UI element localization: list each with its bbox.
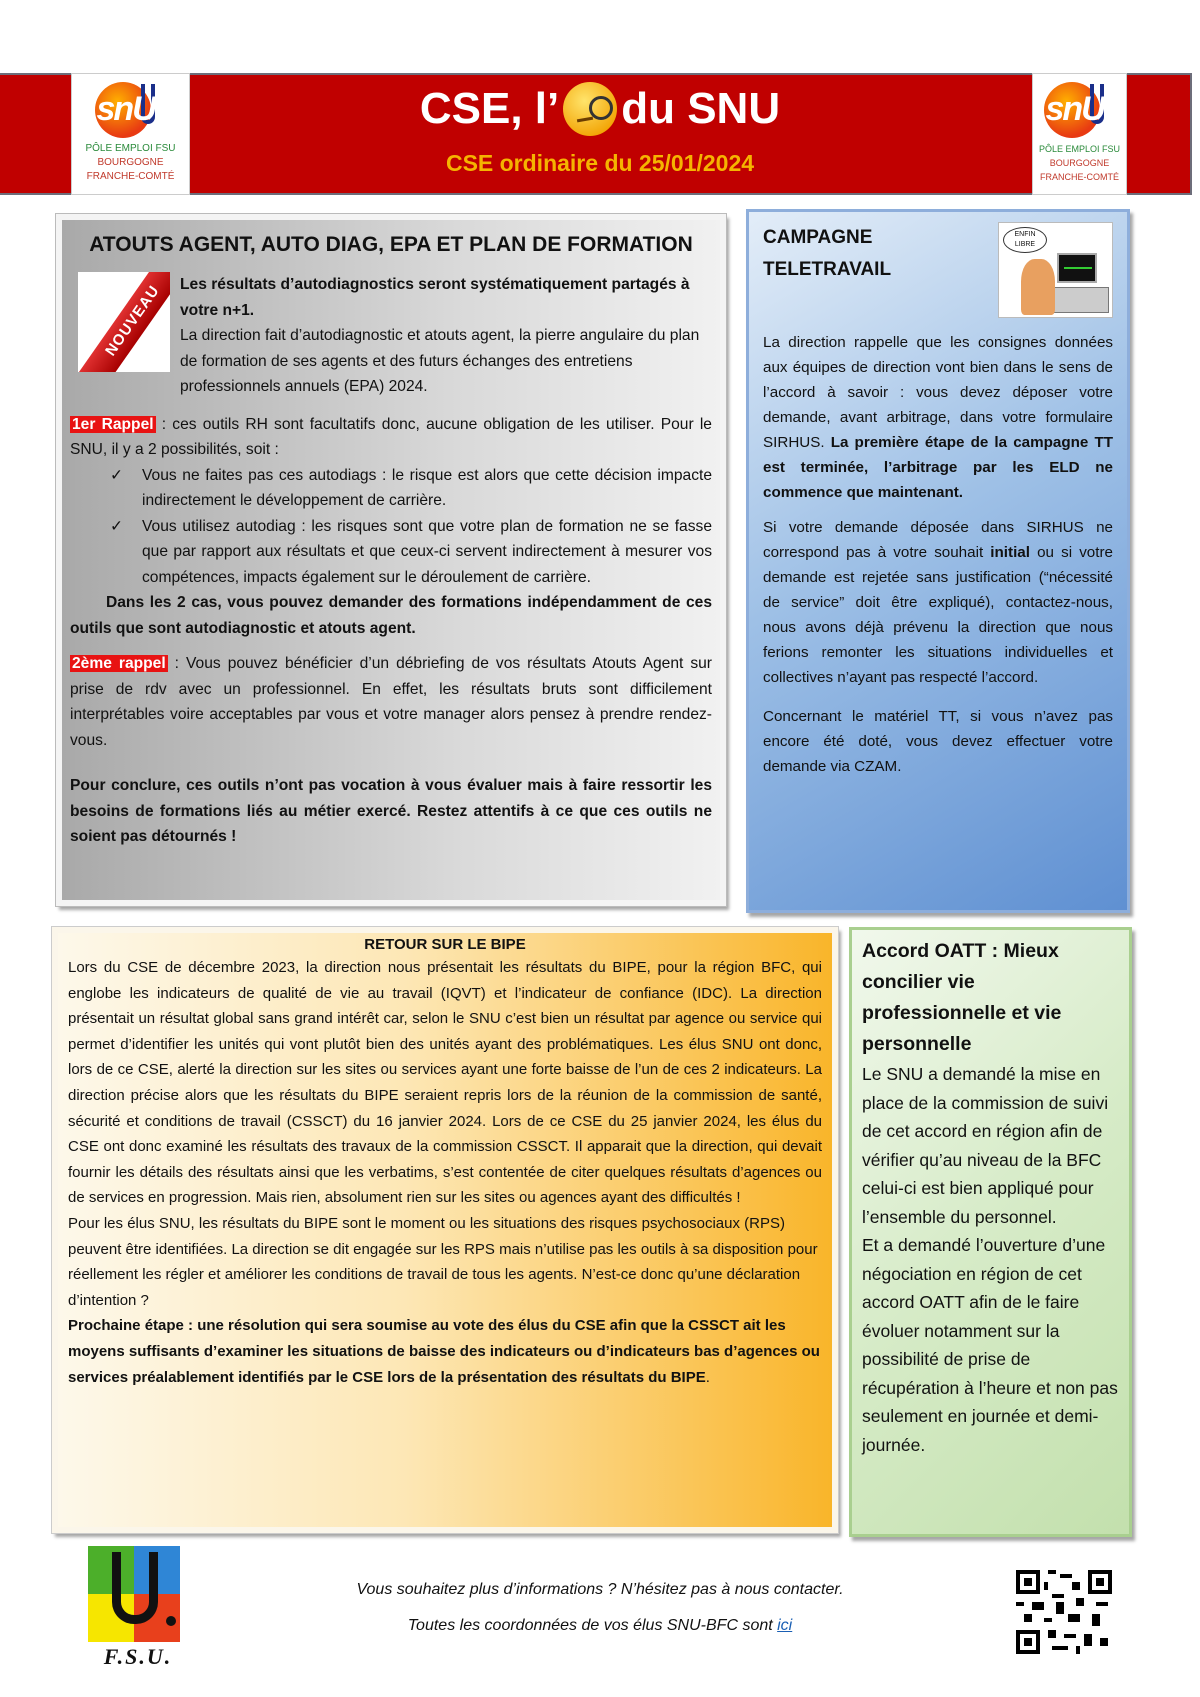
section-title: CAMPAGNE TELETRAVAIL: [763, 227, 892, 280]
bipe-paragraph-2: Pour les élus SNU, les résultats du BIPE sont le moment ou les situations des risques psychosociaux (RPS) peuvent être identifiées. La direction se dit engagée sur les RPS mais n’utilise pas les outils à sa disposition pour réellement les régler et améliorer les conditions de travail de tous les agents. N’est-ce donc qu’une déclaration d’intention ?: [68, 1214, 818, 1309]
conclusion-text: Pour conclure, ces outils n’ont pas vocation à vous évaluer mais à faire ressortir les besoins de formations liés au métier exercé. Restez attentifs à ce que ces outils ne soient pas détournés !: [70, 777, 712, 845]
monocle-face-icon: [563, 82, 617, 136]
qr-code[interactable]: [1016, 1570, 1112, 1654]
page-title: [250, 82, 950, 136]
checkmark-icon: ✓: [110, 466, 124, 484]
checkmark-icon: ✓: [110, 517, 124, 535]
teletravail-section: [746, 209, 1130, 913]
intro-text: La direction fait d’autodiagnostic et atouts agent, la pierre angulaire du plan de formation de ses agents et des futurs échanges des entretiens professionnels annuels (EPA) 2024.: [180, 327, 700, 395]
section-title: RETOUR SUR LE BIPE: [364, 936, 526, 953]
bipe-paragraph-1: Lors du CSE de décembre 2023, la direction nous présentait les résultats du BIPE, pour la région BFC, qui englobe les indicateurs de qualité de vie au travail (IQVT) et l’indicateur de confiance (IDC). La direction présentait un résultat global sans grand intérêt car, selon le SNU c’est bien un résultat par agence ou service qui permet d’identifier les unités qui vont plutôt bien des unités ayant des problématiques. Les élus SNU ont donc, lors de ce CSE, alerté la direction sur les sites ou services ayant une forte baisse de l’un de ces 2 indicateurs. La direction précise alors que les résultats du BIPE seraient repris lors de la réunion de la commission de santé, sécurité et conditions de travail (CSSCT) du 16 janvier 2024. Lors de ce CSE du 25 janvier 2024, les élus du CSE ont donc examiné les résultats des travaux de la commission CSSCT. Il apparait que la direction, qui devait fournir les détails des résultats ainsi que les verbatims, s’est contentée de citer quelques résultats d’agences ou de services en progression. Mais rien, absolument rien sur les sites ou agences ayant des difficultés !: [68, 959, 822, 1207]
logo-text: FRANCHE-COMTÉ: [86, 171, 175, 182]
rappel-1: 1er Rappel : ces outils RH sont facultatifs donc, aucune obligation de les utiliser. Pour le SNU, il y a 2 possibilités, soit :: [70, 415, 712, 458]
teletravail-paragraph-1: La direction rappelle que les consignes données aux équipes de direction vont bien dans le sens de l’accord à savoir : vous devez déposer votre demande, avant arbitrage, dans votre formulaire SIRHUS. La première étape de la campagne TT est terminée, l’arbitrage par les ELD ne commence que maintenant.: [763, 334, 1113, 501]
page-subtitle: CSE ordinaire du 25/01/2024: [445, 150, 755, 176]
bullet-item: ✓ Vous utilisez autodiag : les risques sont que votre plan de formation ne se fasse que par rapport aux résultats et que ceux-ci servent indirectement à mesurer vos compétences, impacts également sur le déroulement de carrière.: [70, 514, 712, 591]
contacts-link[interactable]: ici: [777, 1617, 793, 1634]
logo-text: PÔLE EMPLOI FSU: [1038, 144, 1121, 154]
snu-logo-mark: snU: [1040, 80, 1120, 142]
section-title: Accord OATT : Mieux concilier vie professionnelle et vie personnelle: [862, 940, 1062, 1055]
teletravail-paragraph-3: Concernant le matériel TT, si vous n’avez pas encore été doté, vous devez effectuer votre demande via CZAM.: [763, 708, 1113, 775]
title-part: du SNU: [621, 84, 781, 133]
logo-text: BOURGOGNE: [97, 157, 164, 168]
teletravail-paragraph-2: Si votre demande déposée dans SIRHUS ne correspond pas à votre souhait initial ou si votre demande est rejetée sans justification (“nécessité de service” doit être expliqué), contactez-nous, nous avons déjà prévenu la direction que nous ferions remonter les situations individuelles et collectives n’ayant pas respecté l’accord.: [763, 519, 1113, 686]
logo-text: FRANCHE-COMTÉ: [1040, 172, 1119, 182]
atouts-agent-section: [56, 214, 726, 906]
logo-text: BOURGOGNE: [1049, 158, 1110, 168]
intro-bold: Les résultats d’autodiagnostics seront systématiquement partagés à votre n+1.: [180, 276, 690, 319]
section-title: ATOUTS AGENT, AUTO DIAG, EPA ET PLAN DE FORMATION: [89, 233, 693, 256]
bullet-item: ✓ Vous ne faites pas ces autodiags : le risque est alors que cette décision impacte indirectement le développement de carrière.: [70, 463, 712, 514]
snu-logo-left: [71, 73, 190, 195]
bipe-section: [52, 927, 838, 1533]
title-part: CSE, l’: [419, 84, 560, 133]
rappel-tag: 1er Rappel: [72, 415, 154, 433]
snu-logo-mark: snU: [91, 80, 171, 142]
rappel-tag: 2ème rappel: [72, 655, 166, 672]
rappel-2: 2ème rappel : Vous pouvez bénéficier d’un débriefing de vos résultats Atouts Agent sur prise de rdv avec un professionnel. En effet, les résultats bruts sont difficilement interprétables voire acceptables par vous et votre manager alors pensez à prendre rendez-vous.: [70, 655, 712, 749]
fsu-logo: F.S.U.: [82, 1546, 194, 1666]
logo-text: PÔLE EMPLOI FSU: [85, 143, 176, 154]
footer-links-text: Toutes les coordonnées de vos élus SNU-BFC sont ici: [407, 1617, 793, 1634]
bipe-next-step: Prochaine étape : une résolution qui sera soumise au vote des élus du CSE afin que la CSSCT ait les moyens suffisants d’examiner les situations de baisse des indicateurs ou d’indicateurs bas d’agences ou services préalablement identifiés par le CSE lors de la présentation des résultats du BIPE.: [68, 1317, 820, 1386]
footer-contact-text: Vous souhaitez plus d’informations ? N’hésitez pas à nous contacter.: [356, 1581, 844, 1598]
nouveau-badge: NOUVEAU: [78, 272, 170, 372]
oatt-section: [849, 927, 1132, 1537]
both-cases-text: Dans les 2 cas, vous pouvez demander des formations indépendamment de ces outils que sont autodiagnostic et atouts agent.: [70, 594, 712, 637]
teleworker-cartoon-image: ENFIN LIBRE: [998, 222, 1113, 318]
snu-logo-right: [1032, 73, 1127, 195]
oatt-text: Le SNU a demandé la mise en place de la commission de suivi de cet accord en région afin de vérifier qu’au niveau de la BFC celui-ci est bien appliqué pour l’ensemble du personnel. Et a demandé l’ouverture d’une négociation en région de cet accord OATT afin de le faire évoluer notamment sur la possibilité de prise de récupération à l’heure et non pas seulement en journée et demi-journée.: [862, 1064, 1118, 1455]
